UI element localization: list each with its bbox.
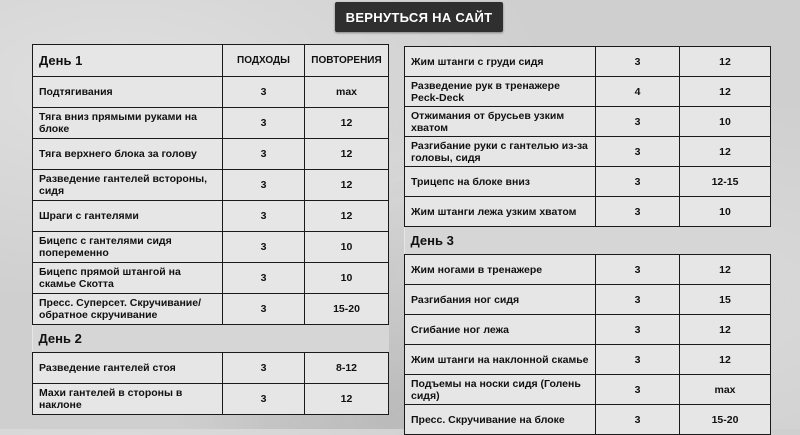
sets-value: 3 xyxy=(223,201,305,232)
reps-value: 12 xyxy=(305,170,389,201)
day-3-title-row xyxy=(405,227,771,255)
exercise-name: Жим штанги лежа узким хватом xyxy=(405,197,596,227)
exercise-name: Тяга верхнего блока за голову xyxy=(33,139,223,170)
exercise-name: Разведение рук в тренажере Peck-Deck xyxy=(405,77,596,107)
exercise-name: Шраги с гантелями xyxy=(33,201,223,232)
reps-value: 12 xyxy=(305,384,389,415)
exercise-name: Отжимания от брусьев узким хватом xyxy=(405,107,596,137)
exercise-name: Бицепс с гантелями сидя попеременно xyxy=(33,232,223,263)
table-row xyxy=(33,170,389,201)
table-row xyxy=(405,137,771,167)
reps-value: 10 xyxy=(305,263,389,294)
reps-value: 12 xyxy=(680,315,771,345)
sets-value: 3 xyxy=(223,170,305,201)
sets-value: 3 xyxy=(596,345,680,375)
reps-header: ПОВТОРЕНИЯ xyxy=(305,45,389,77)
table-row xyxy=(405,255,771,285)
sets-value: 3 xyxy=(596,137,680,167)
table-row xyxy=(405,77,771,107)
sets-value: 3 xyxy=(223,232,305,263)
reps-value: 10 xyxy=(305,232,389,263)
sets-value: 3 xyxy=(596,47,680,77)
exercise-name: Жим штанги на наклонной скамье xyxy=(405,345,596,375)
reps-value: 15-20 xyxy=(305,294,389,325)
exercise-name: Подъемы на носки сидя (Голень сидя) xyxy=(405,375,596,405)
sets-value: 3 xyxy=(223,353,305,384)
table-row xyxy=(405,197,771,227)
header-row xyxy=(33,45,389,77)
reps-value: 10 xyxy=(680,107,771,137)
sets-value: 3 xyxy=(596,285,680,315)
exercise-name: Жим ногами в тренажере xyxy=(405,255,596,285)
reps-value: 12 xyxy=(305,108,389,139)
table-row xyxy=(405,167,771,197)
sets-value: 3 xyxy=(596,197,680,227)
sets-value: 3 xyxy=(596,107,680,137)
reps-value: 15-20 xyxy=(680,405,771,435)
exercise-name: Пресс. Скручивание на блоке xyxy=(405,405,596,435)
workout-table-left xyxy=(32,44,389,415)
sets-value: 3 xyxy=(223,139,305,170)
sets-value: 3 xyxy=(596,375,680,405)
table-row xyxy=(33,139,389,170)
day-1-title: День 1 xyxy=(33,45,223,77)
reps-value: 10 xyxy=(680,197,771,227)
exercise-name: Разгибания ног сидя xyxy=(405,285,596,315)
reps-value: max xyxy=(680,375,771,405)
sets-value: 3 xyxy=(596,405,680,435)
sets-value: 4 xyxy=(596,77,680,107)
reps-value: 12-15 xyxy=(680,167,771,197)
reps-value: 15 xyxy=(680,285,771,315)
reps-value: 12 xyxy=(305,139,389,170)
exercise-name: Сгибание ног лежа xyxy=(405,315,596,345)
table-row xyxy=(33,232,389,263)
reps-value: max xyxy=(305,77,389,108)
table-row xyxy=(33,108,389,139)
table-row xyxy=(405,405,771,435)
table-row xyxy=(405,285,771,315)
table-row xyxy=(33,263,389,294)
sets-header: ПОДХОДЫ xyxy=(223,45,305,77)
reps-value: 12 xyxy=(680,137,771,167)
sets-value: 3 xyxy=(596,315,680,345)
reps-value: 12 xyxy=(305,201,389,232)
exercise-name: Трицепс на блоке вниз xyxy=(405,167,596,197)
exercise-name: Разведение гантелей стоя xyxy=(33,353,223,384)
sets-value: 3 xyxy=(223,384,305,415)
exercise-name: Тяга вниз прямыми руками на блоке xyxy=(33,108,223,139)
sets-value: 3 xyxy=(223,77,305,108)
table-row xyxy=(33,201,389,232)
exercise-name: Разгибание руки с гантелью из-за головы, сидя xyxy=(405,137,596,167)
table-row xyxy=(405,107,771,137)
exercise-name: Подтягивания xyxy=(33,77,223,108)
sets-value: 3 xyxy=(596,255,680,285)
reps-value: 12 xyxy=(680,77,771,107)
reps-value: 12 xyxy=(680,47,771,77)
sets-value: 3 xyxy=(223,263,305,294)
table-row xyxy=(33,294,389,325)
table-row xyxy=(405,375,771,405)
day-2-title: День 2 xyxy=(33,325,389,353)
table-row xyxy=(33,353,389,384)
reps-value: 8-12 xyxy=(305,353,389,384)
exercise-name: Жим штанги с груди сидя xyxy=(405,47,596,77)
sets-value: 3 xyxy=(223,108,305,139)
day-2-title-row xyxy=(33,325,389,353)
table-row xyxy=(33,384,389,415)
day-3-title: День 3 xyxy=(405,227,771,255)
reps-value: 12 xyxy=(680,255,771,285)
table-row xyxy=(405,47,771,77)
back-to-site-button[interactable]: ВЕРНУТЬСЯ НА САЙТ xyxy=(335,2,503,32)
exercise-name: Бицепс прямой штангой на скамье Скотта xyxy=(33,263,223,294)
exercise-name: Разведение гантелей встороны, сидя xyxy=(33,170,223,201)
workout-table-right xyxy=(404,46,771,435)
reps-value: 12 xyxy=(680,345,771,375)
exercise-name: Пресс. Суперсет. Скручивание/обратное скручивание xyxy=(33,294,223,325)
exercise-name: Махи гантелей в стороны в наклоне xyxy=(33,384,223,415)
sets-value: 3 xyxy=(223,294,305,325)
table-row xyxy=(405,315,771,345)
table-row xyxy=(405,345,771,375)
sets-value: 3 xyxy=(596,167,680,197)
table-row xyxy=(33,77,389,108)
